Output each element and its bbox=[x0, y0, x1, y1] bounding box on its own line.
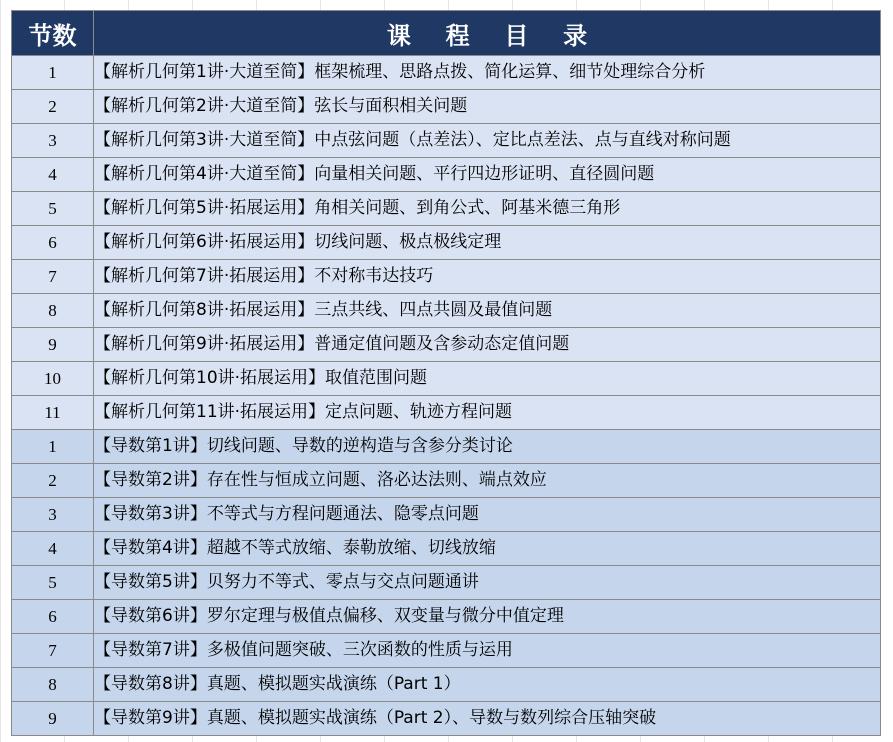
table-row bbox=[12, 702, 881, 736]
lesson-title-cell[interactable]: 【解析几何第7讲·拓展运用】不对称韦达技巧 bbox=[94, 260, 881, 294]
lesson-title-cell[interactable]: 【导数第3讲】不等式与方程问题通法、隐零点问题 bbox=[94, 498, 881, 532]
lesson-number-cell[interactable]: 9 bbox=[12, 328, 94, 362]
lesson-title-cell[interactable]: 【导数第9讲】真题、模拟题实战演练（Part 2）、导数与数列综合压轴突破 bbox=[94, 702, 881, 736]
table-row bbox=[12, 124, 881, 158]
lesson-number-cell[interactable]: 6 bbox=[12, 226, 94, 260]
lesson-title-cell[interactable]: 【解析几何第1讲·大道至简】框架梳理、思路点拨、简化运算、细节处理综合分析 bbox=[94, 56, 881, 90]
table-row bbox=[12, 566, 881, 600]
lesson-title-cell[interactable]: 【导数第1讲】切线问题、导数的逆构造与含参分类讨论 bbox=[94, 430, 881, 464]
lesson-number-cell[interactable]: 3 bbox=[12, 124, 94, 158]
header-cell-course-catalog[interactable]: 课 程 目 录 bbox=[94, 11, 881, 56]
lesson-number-cell[interactable]: 4 bbox=[12, 158, 94, 192]
lesson-title-cell[interactable]: 【解析几何第5讲·拓展运用】角相关问题、到角公式、阿基米德三角形 bbox=[94, 192, 881, 226]
lesson-title-cell[interactable]: 【解析几何第3讲·大道至简】中点弦问题（点差法）、定比点差法、点与直线对称问题 bbox=[94, 124, 881, 158]
lesson-number-cell[interactable]: 2 bbox=[12, 90, 94, 124]
table-row bbox=[12, 396, 881, 430]
lesson-title-cell[interactable]: 【导数第6讲】罗尔定理与极值点偏移、双变量与微分中值定理 bbox=[94, 600, 881, 634]
lesson-title-cell[interactable]: 【解析几何第10讲·拓展运用】取值范围问题 bbox=[94, 362, 881, 396]
lesson-number-cell[interactable]: 1 bbox=[12, 430, 94, 464]
lesson-title-cell[interactable]: 【导数第2讲】存在性与恒成立问题、洛必达法则、端点效应 bbox=[94, 464, 881, 498]
lesson-title-cell[interactable]: 【解析几何第4讲·大道至简】向量相关问题、平行四边形证明、直径圆问题 bbox=[94, 158, 881, 192]
lesson-number-cell[interactable]: 9 bbox=[12, 702, 94, 736]
lesson-title-cell[interactable]: 【解析几何第9讲·拓展运用】普通定值问题及含参动态定值问题 bbox=[94, 328, 881, 362]
lesson-number-cell[interactable]: 7 bbox=[12, 260, 94, 294]
table-row bbox=[12, 158, 881, 192]
lesson-number-cell[interactable]: 5 bbox=[12, 192, 94, 226]
lesson-number-cell[interactable]: 4 bbox=[12, 532, 94, 566]
lesson-number-cell[interactable]: 6 bbox=[12, 600, 94, 634]
lesson-title-cell[interactable]: 【解析几何第6讲·拓展运用】切线问题、极点极线定理 bbox=[94, 226, 881, 260]
table-row bbox=[12, 498, 881, 532]
lesson-number-cell[interactable]: 7 bbox=[12, 634, 94, 668]
table-row bbox=[12, 634, 881, 668]
table-row bbox=[12, 464, 881, 498]
table-row bbox=[12, 56, 881, 90]
lesson-number-cell[interactable]: 3 bbox=[12, 498, 94, 532]
table-body bbox=[12, 56, 881, 736]
lesson-number-cell[interactable]: 2 bbox=[12, 464, 94, 498]
lesson-title-cell[interactable]: 【导数第8讲】真题、模拟题实战演练（Part 1） bbox=[94, 668, 881, 702]
lesson-title-cell[interactable]: 【导数第7讲】多极值问题突破、三次函数的性质与运用 bbox=[94, 634, 881, 668]
lesson-title-cell[interactable]: 【解析几何第8讲·拓展运用】三点共线、四点共圆及最值问题 bbox=[94, 294, 881, 328]
table-row bbox=[12, 362, 881, 396]
table-row bbox=[12, 294, 881, 328]
table-header-row bbox=[12, 11, 881, 56]
table-row bbox=[12, 668, 881, 702]
table-row bbox=[12, 260, 881, 294]
table-row bbox=[12, 430, 881, 464]
lesson-title-cell[interactable]: 【导数第4讲】超越不等式放缩、泰勒放缩、切线放缩 bbox=[94, 532, 881, 566]
table-row bbox=[12, 532, 881, 566]
lesson-number-cell[interactable]: 5 bbox=[12, 566, 94, 600]
header-cell-lesson-number[interactable]: 节数 bbox=[12, 11, 94, 56]
lesson-number-cell[interactable]: 8 bbox=[12, 668, 94, 702]
lesson-number-cell[interactable]: 1 bbox=[12, 56, 94, 90]
lesson-number-cell[interactable]: 11 bbox=[12, 396, 94, 430]
lesson-title-cell[interactable]: 【导数第5讲】贝努力不等式、零点与交点问题通讲 bbox=[94, 566, 881, 600]
lesson-title-cell[interactable]: 【解析几何第11讲·拓展运用】定点问题、轨迹方程问题 bbox=[94, 396, 881, 430]
table-row bbox=[12, 192, 881, 226]
table-row bbox=[12, 328, 881, 362]
lesson-title-cell[interactable]: 【解析几何第2讲·大道至简】弦长与面积相关问题 bbox=[94, 90, 881, 124]
table-row bbox=[12, 226, 881, 260]
lesson-number-cell[interactable]: 10 bbox=[12, 362, 94, 396]
lesson-number-cell[interactable]: 8 bbox=[12, 294, 94, 328]
table-row bbox=[12, 600, 881, 634]
table-row bbox=[12, 90, 881, 124]
course-catalog-table bbox=[11, 10, 881, 736]
